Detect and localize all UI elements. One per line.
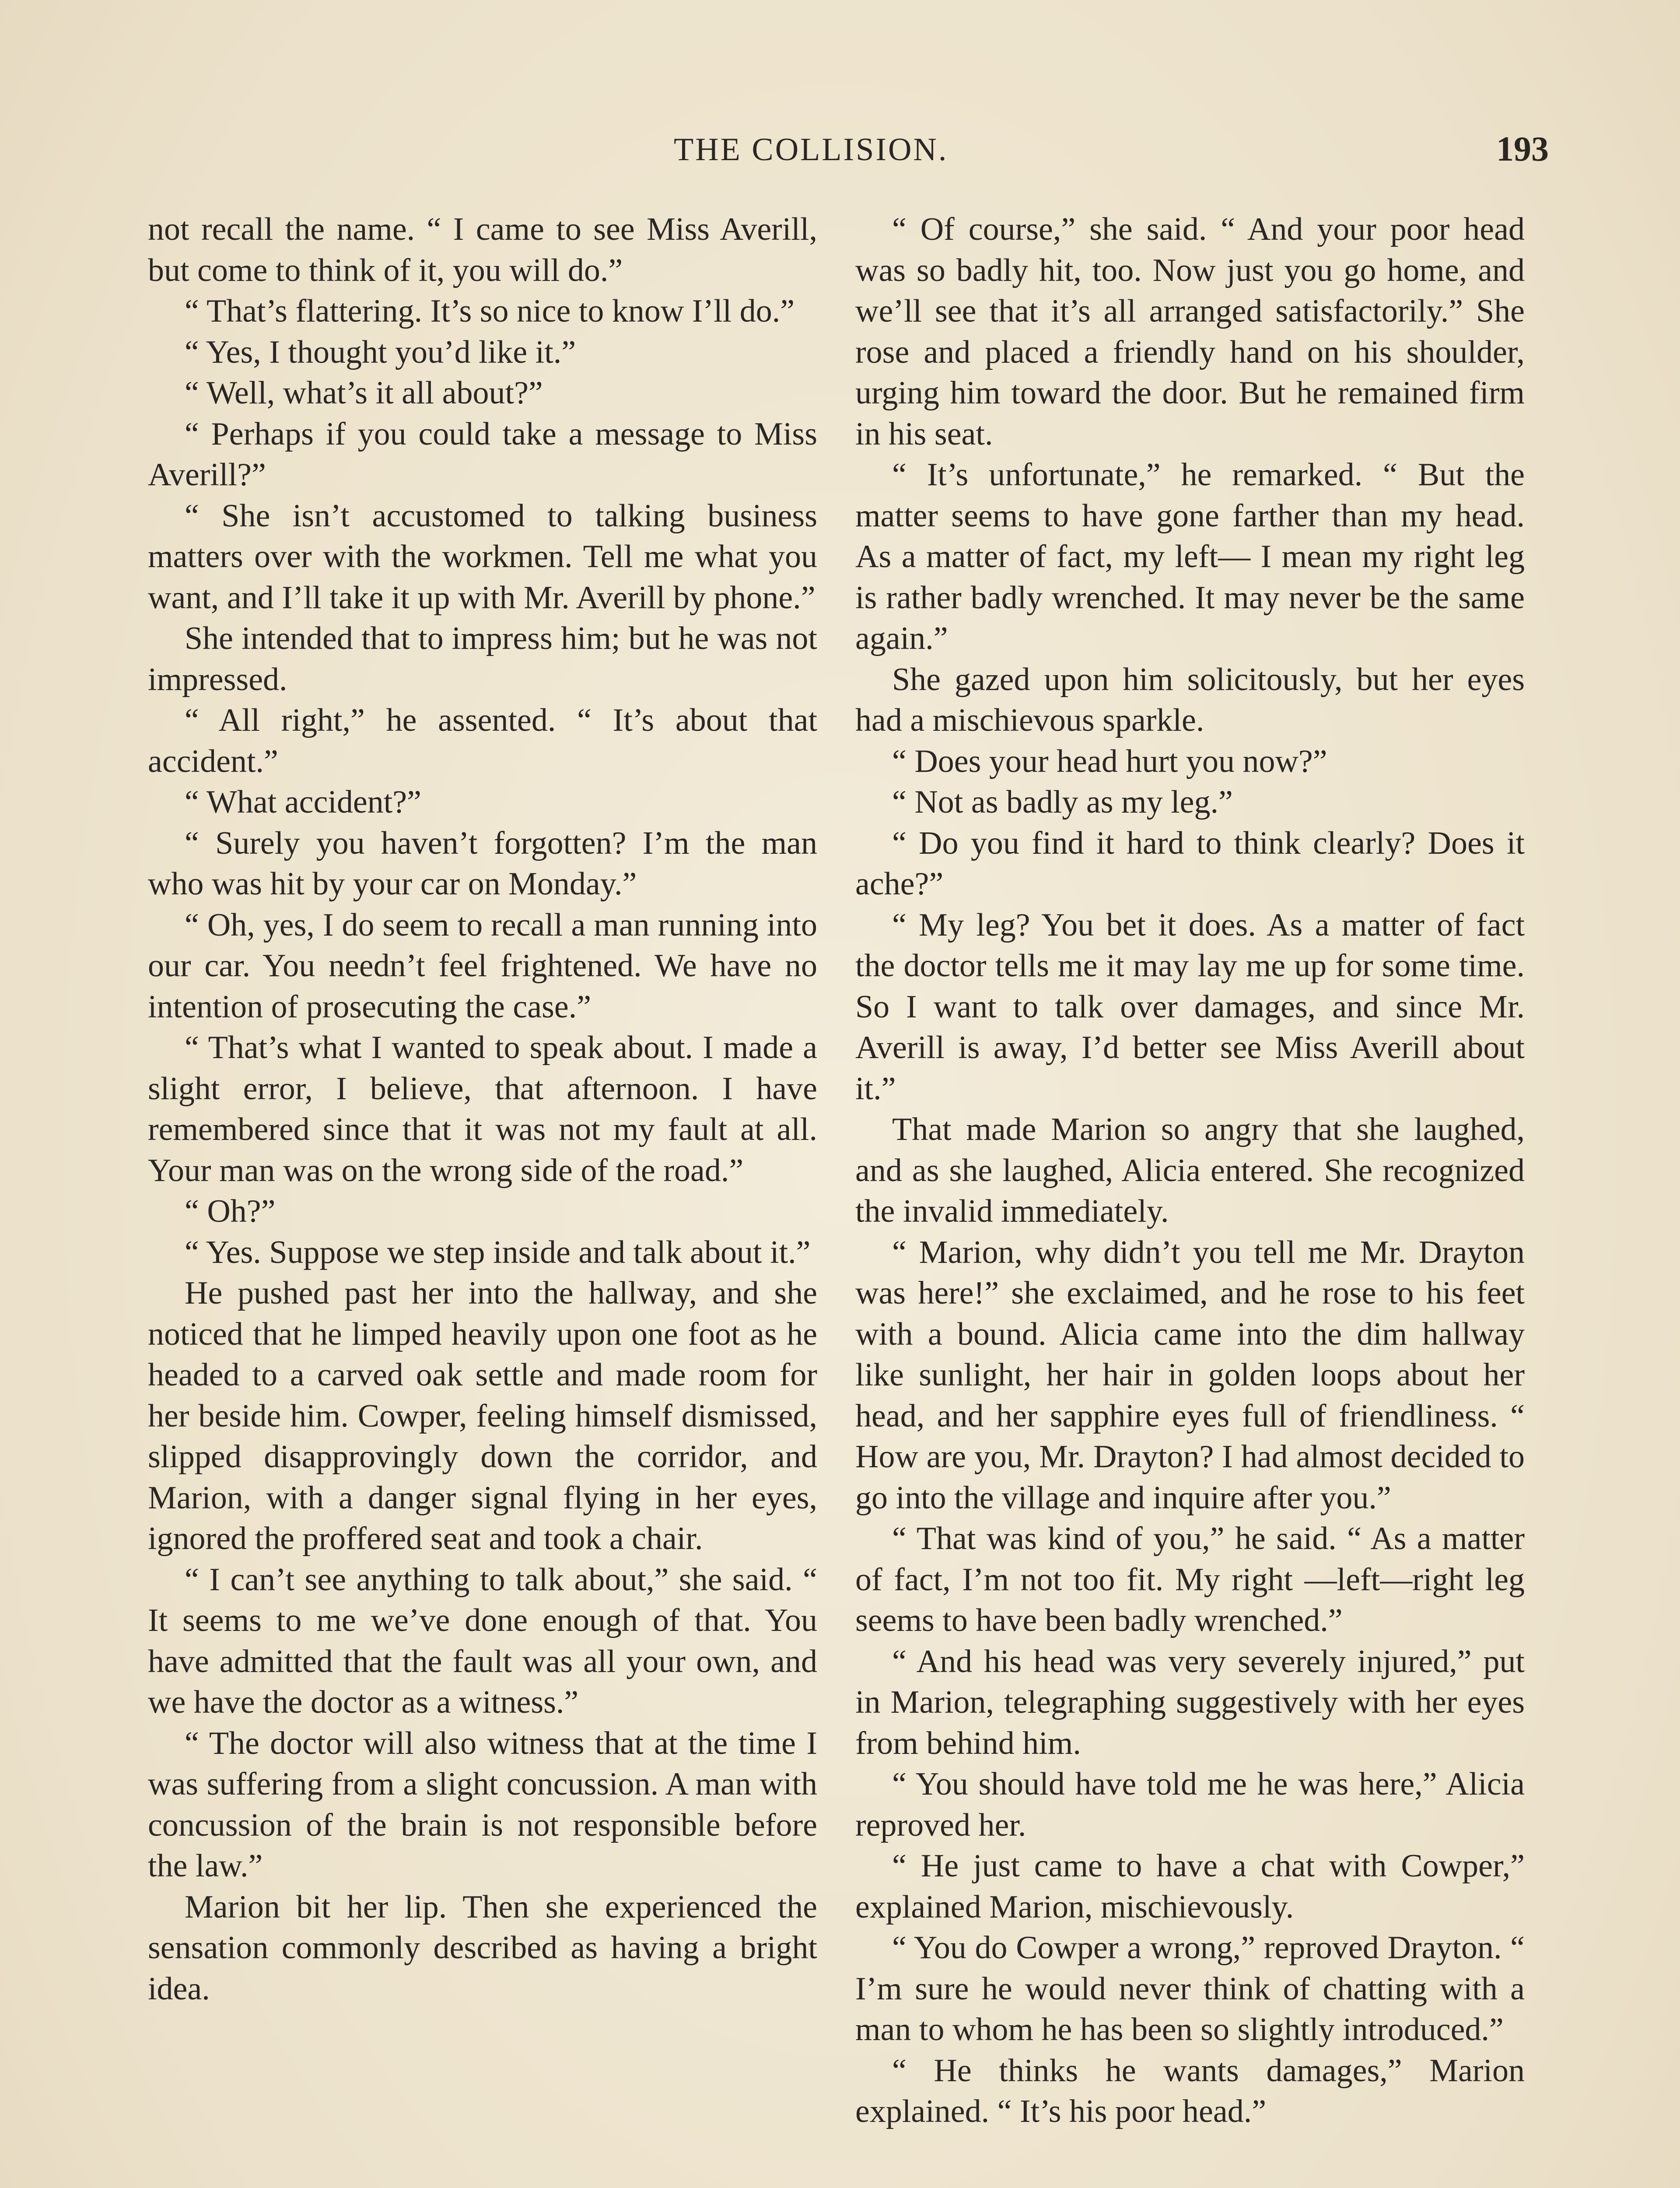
paragraph: “ You do Cowper a wrong,” reproved Drayton. “ I’m sure he would never think of chatting with a man to whom he has been so slightly introduced.”: [855, 1930, 1525, 2048]
paragraph: “ Of course,” she said. “ And your poor head was so badly hit, too. Now just you go home, and we’ll see that it’s all arranged satisfactorily.” She rose and placed a friendly hand on his shoulder, urging him toward the door. But he remained firm in his seat.: [855, 211, 1525, 452]
paragraph: That made Marion so angry that she laughed, and as she laughed, Alicia entered. She recognized the invalid immediately.: [855, 1112, 1525, 1229]
right-column: [855, 209, 1525, 2132]
paragraph: “ Perhaps if you could take a message to Miss Averill?”: [148, 416, 817, 493]
paragraph: Marion bit her lip. Then she experienced the sensation commonly described as having a bright idea.: [148, 1889, 817, 2007]
paragraph: “ That was kind of you,” he said. “ As a matter of fact, I’m not too fit. My right —left—right leg seems to have been badly wrenched.”: [855, 1521, 1525, 1638]
paragraph: “ My leg? You bet it does. As a matter of fact the doctor tells me it may lay me up for some time. So I want to talk over damages, and since Mr. Averill is away, I’d better see Miss Averill about it.”: [855, 907, 1525, 1107]
paragraph: “ Does your head hurt you now?”: [892, 743, 1327, 779]
page-header: [674, 131, 1549, 184]
paragraph: “ Marion, why didn’t you tell me Mr. Drayton was here!” she exclaimed, and he rose to his feet with a bound. Alicia came into the dim hallway like sunlight, her hair in golden loops about her head, and her sapphire eyes full of friendliness. “ How are you, Mr. Drayton? I had almost decided to go into the village and inquire after you.”: [855, 1234, 1525, 1516]
left-column: [148, 209, 817, 2009]
paragraph: “ You should have told me he was here,” Alicia reproved her.: [855, 1766, 1525, 1843]
paragraph: “ What accident?”: [185, 784, 421, 820]
paragraph: “ That’s flattering. It’s so nice to know I’ll do.”: [185, 293, 795, 329]
paragraph: “ Yes, I thought you’d like it.”: [185, 334, 576, 370]
paragraph: “ It’s unfortunate,” he remarked. “ But the matter seems to have gone farther than my head. As a matter of fact, my left— I mean my right leg is rather badly wrenched. It may never be the same again.”: [855, 457, 1525, 656]
paragraph: “ And his head was very severely injured,” put in Marion, telegraphing suggestively with her eyes from behind him.: [855, 1643, 1525, 1761]
paragraph: “ Oh?”: [185, 1193, 276, 1229]
paragraph: “ Oh, yes, I do seem to recall a man running into our car. You needn’t feel frightened. We have no intention of prosecuting the case.”: [148, 907, 817, 1025]
paragraph: “ Not as badly as my leg.”: [892, 784, 1233, 820]
paragraph: “ He just came to have a chat with Cowper,” explained Marion, mischievously.: [855, 1848, 1525, 1925]
paragraph: “ Do you find it hard to think clearly? Does it ache?”: [855, 825, 1525, 902]
paragraph: “ Yes. Suppose we step inside and talk about it.”: [185, 1234, 811, 1270]
page-number: 193: [1496, 130, 1549, 168]
paragraph: “ He thinks he wants damages,” Marion explained. “ It’s his poor head.”: [855, 2052, 1525, 2129]
paragraph: “ She isn’t accustomed to talking business matters over with the workmen. Tell me what you want, and I’ll take it up with Mr. Averill by phone.”: [148, 498, 817, 616]
paragraph: not recall the name. “ I came to see Miss Averill, but come to think of it, you will do.”: [148, 211, 817, 288]
running-title: THE COLLISION.: [674, 132, 948, 168]
paragraph: He pushed past her into the hallway, and she noticed that he limped heavily upon one foot as he headed to a carved oak settle and made room for her beside him. Cowper, feeling himself dismissed, slipped disapprovingly down the corridor, and Marion, with a danger signal flying in her eyes, ignored the proffered seat and took a chair.: [148, 1275, 817, 1557]
paragraph: She gazed upon him solicitously, but her eyes had a mischievous sparkle.: [855, 661, 1525, 738]
paragraph: “ Surely you haven’t forgotten? I’m the man who was hit by your car on Monday.”: [148, 825, 817, 902]
paragraph: “ Well, what’s it all about?”: [185, 375, 543, 411]
paragraph: “ All right,” he assented. “ It’s about that accident.”: [148, 702, 817, 779]
paragraph: “ That’s what I wanted to speak about. I made a slight error, I believe, that afternoon. I have remembered since that it was not my fault at all. Your man was on the wrong side of the road.”: [148, 1030, 817, 1189]
paragraph: “ The doctor will also witness that at the time I was suffering from a slight concussion. A man with concussion of the brain is not responsible before the law.”: [148, 1725, 817, 1884]
paragraph: She intended that to impress him; but he was not impressed.: [148, 621, 817, 698]
paragraph: “ I can’t see anything to talk about,” she said. “ It seems to me we’ve done enough of that. You have admitted that the fault was all your own, and we have the doctor as a witness.”: [148, 1561, 817, 1720]
